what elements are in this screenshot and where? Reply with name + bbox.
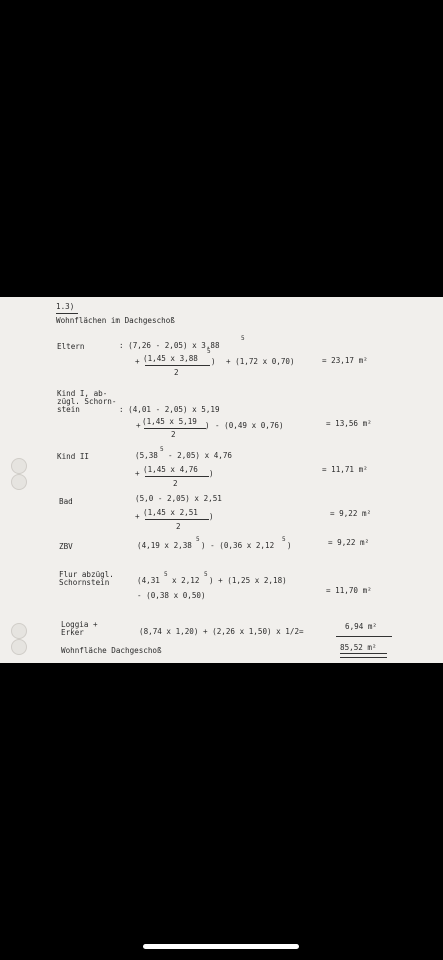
flur-line1: (4,31 (137, 576, 160, 585)
kind2-frac-den: 2 (173, 479, 178, 488)
zbv-line1-sup2: 5 (282, 536, 286, 543)
section-number-underline (56, 313, 78, 314)
kind2-frac-close: ) (209, 469, 214, 478)
row-label-loggia-b: Erker (61, 628, 84, 637)
home-indicator[interactable] (143, 944, 299, 949)
eltern-frac-num-sup: 5 (207, 348, 211, 355)
flur-line1-mid: x 2,12 (172, 576, 200, 585)
kind1-line1: : (4,01 - 2,05) x 5,19 (119, 405, 220, 414)
bad-frac-close: ) (209, 512, 214, 521)
kind1-result: = 13,56 m² (326, 419, 372, 428)
row-label-kind1-a: Kind I, ab- (57, 389, 108, 398)
eltern-line1-sup: 5 (241, 335, 245, 342)
total-value: 85,52 m² (340, 643, 377, 652)
total-double-underline (340, 653, 387, 658)
bad-line1: (5,0 - 2,05) x 2,51 (135, 494, 222, 503)
kind1-fraction-bar (144, 428, 206, 429)
loggia-result: 6,94 m² (345, 622, 378, 631)
bad-frac-den: 2 (176, 522, 181, 531)
row-label-zbv: ZBV (59, 542, 73, 551)
sum-rule (336, 636, 392, 637)
kind2-plus: + (135, 469, 140, 478)
zbv-line1-mid: ) - (0,36 x 2,12 (201, 541, 275, 550)
kind2-line1-sup: 5 (160, 446, 164, 453)
row-label-flur-a: Flur abzügl. (59, 570, 114, 579)
document-page (0, 297, 443, 663)
kind2-frac-num: (1,45 x 4,76 (143, 465, 198, 474)
kind2-line1-rest: - 2,05) x 4,76 (168, 451, 233, 460)
flur-result: = 11,70 m² (326, 586, 372, 595)
eltern-fraction-bar (145, 365, 210, 366)
eltern-line1: : (7,26 - 2,05) x 3,88 (119, 341, 220, 350)
flur-line1-sup: 5 (164, 571, 168, 578)
zbv-result: = 9,22 m² (328, 538, 370, 547)
zbv-line1-end: ) (287, 541, 292, 550)
flur-line2: - (0,38 x 0,50) (137, 591, 206, 600)
kind2-fraction-bar (145, 476, 209, 477)
eltern-frac-den: 2 (174, 368, 179, 377)
eltern-result: = 23,17 m² (322, 356, 368, 365)
zbv-line1: (4,19 x 2,38 (137, 541, 192, 550)
bad-plus: + (135, 512, 140, 521)
eltern-frac-close: ) (211, 357, 216, 366)
row-label-flur-b: Schornstein (59, 578, 110, 587)
eltern-plus: + (135, 357, 140, 366)
kind2-result: = 11,71 m² (322, 465, 368, 474)
section-number: 1.3) (56, 302, 75, 311)
row-label-kind2: Kind II (57, 452, 90, 461)
punch-hole (11, 623, 27, 639)
bad-fraction-bar (145, 519, 209, 520)
eltern-frac-num: (1,45 x 3,88 (143, 354, 198, 363)
flur-line1-end: ) + (1,25 x 2,18) (209, 576, 287, 585)
kind2-line1: (5,38 (135, 451, 158, 460)
row-label-bad: Bad (59, 497, 73, 506)
zbv-line1-sup: 5 (196, 536, 200, 543)
row-label-kind1-c: stein (57, 405, 80, 414)
punch-hole (11, 458, 27, 474)
kind1-frac-close: ) (205, 421, 210, 430)
loggia-line1: (8,74 x 1,20) + (2,26 x 1,50) x 1/2= (139, 627, 304, 636)
bad-frac-num: (1,45 x 2,51 (143, 508, 198, 517)
kind1-frac-den: 2 (171, 430, 176, 439)
row-label-eltern: Eltern (57, 342, 85, 351)
row-label-kind1-b: zügl. Schorn- (57, 397, 117, 406)
punch-hole (11, 474, 27, 490)
kind1-plus: + (136, 421, 141, 430)
bad-result: = 9,22 m² (330, 509, 372, 518)
row-label-loggia-a: Loggia + (61, 620, 98, 629)
flur-line1-sup2: 5 (204, 571, 208, 578)
eltern-line2-rest: + (1,72 x 0,70) (226, 357, 295, 366)
section-title: Wohnflächen im Dachgeschoß (56, 316, 175, 325)
total-label: Wohnfläche Dachgeschoß (61, 646, 162, 655)
kind1-frac-num: (1,45 x 5,19 (142, 417, 197, 426)
kind1-line2-rest: - (0,49 x 0,76) (215, 421, 284, 430)
punch-hole (11, 639, 27, 655)
